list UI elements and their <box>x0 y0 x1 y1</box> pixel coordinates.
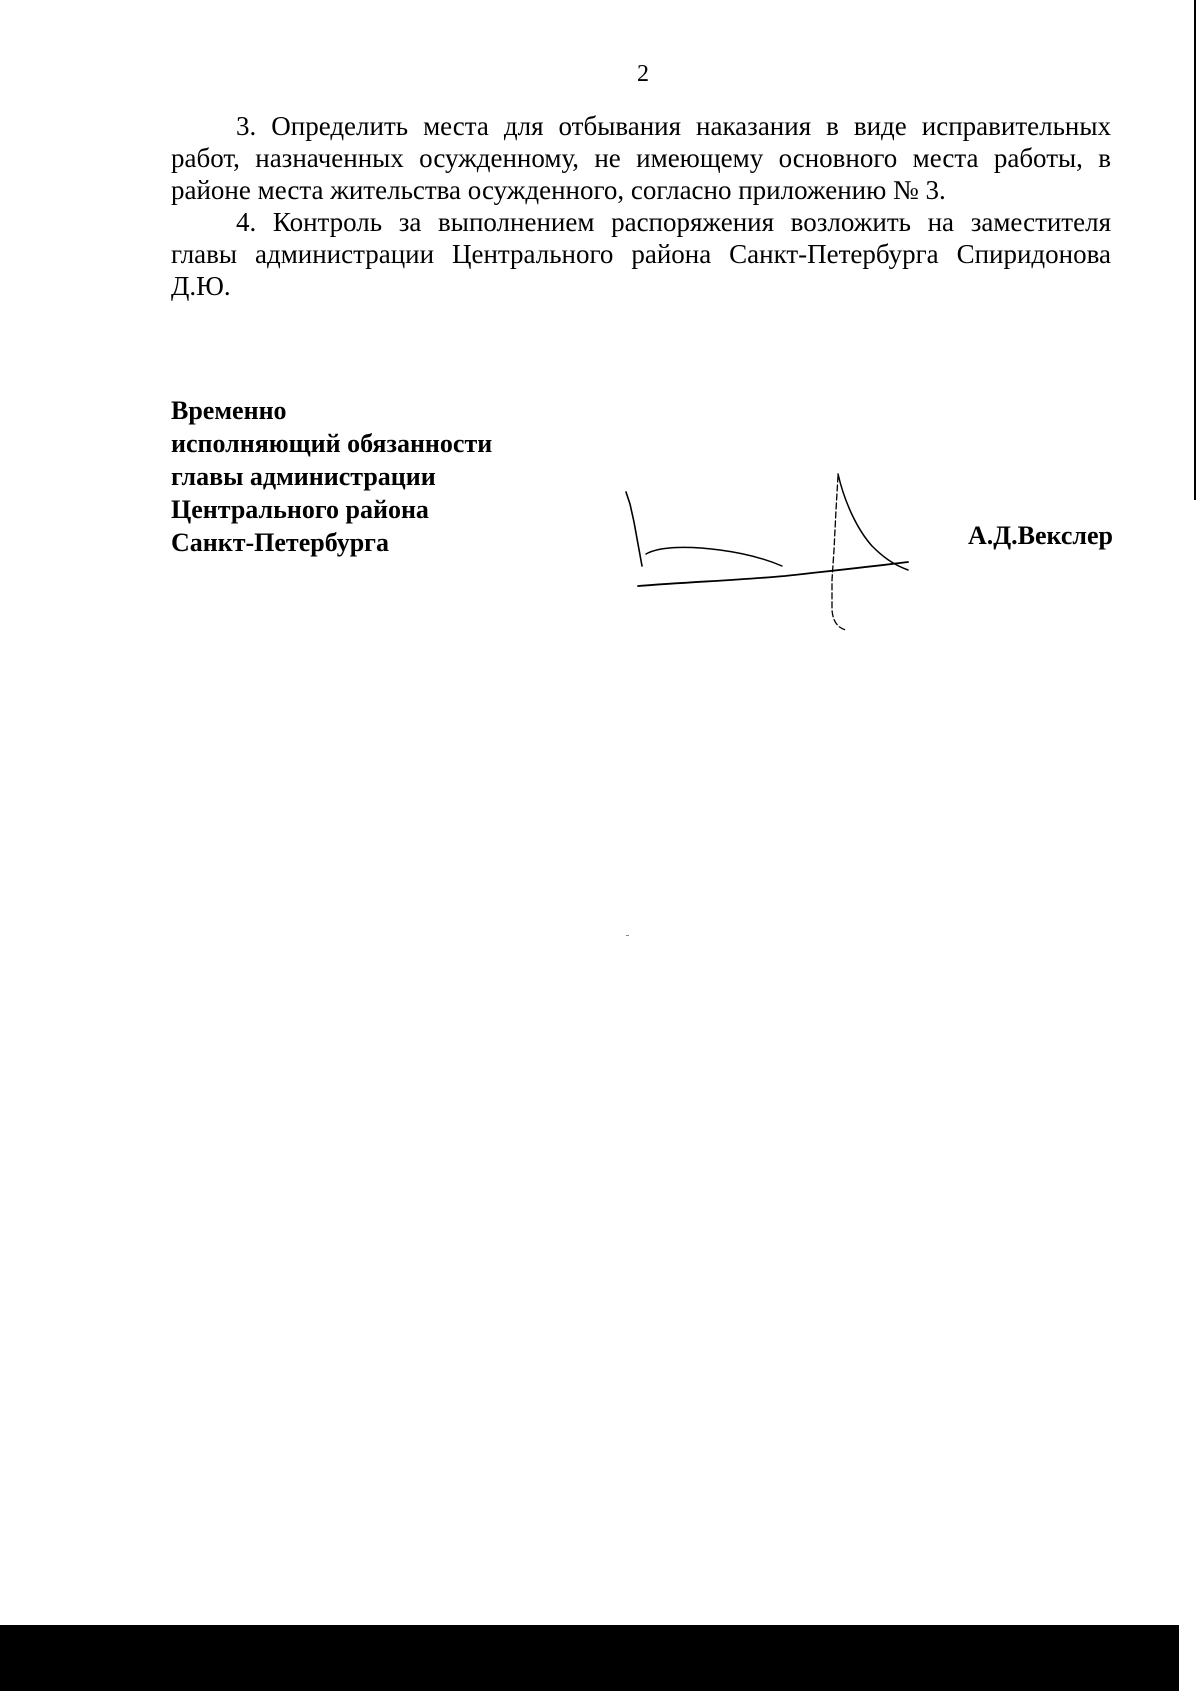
signatory-title-line: Санкт-Петербурга <box>171 528 389 557</box>
scan-speck <box>626 935 629 936</box>
signatory-title <box>171 394 492 559</box>
signatory-title-line: Центрального района <box>171 495 429 524</box>
signatory-name: А.Д.Векслер <box>967 521 1113 550</box>
handwritten-signature <box>620 470 920 640</box>
page-number: 2 <box>637 61 649 87</box>
scan-bottom-bar <box>0 1625 1179 1691</box>
paragraph-3: 3. Определить места для отбывания наказания в виде исправительных работ, назначенных осужденному, не имеющему основного места работы, в районе места жительства осужденного, согласно приложению № 3. <box>171 111 1111 205</box>
document-body <box>171 110 1111 302</box>
signatory-title-line: главы администрации <box>171 462 436 491</box>
signatory-title-line: Временно <box>171 396 287 425</box>
signatory-title-line: исполняющий обязанности <box>171 429 493 458</box>
paragraph-4: 4. Контроль за выполнением распоряжения возложить на заместителя главы администрации Центрального района Санкт-Петербурга Спиридонова Д.Ю. <box>171 207 1111 301</box>
